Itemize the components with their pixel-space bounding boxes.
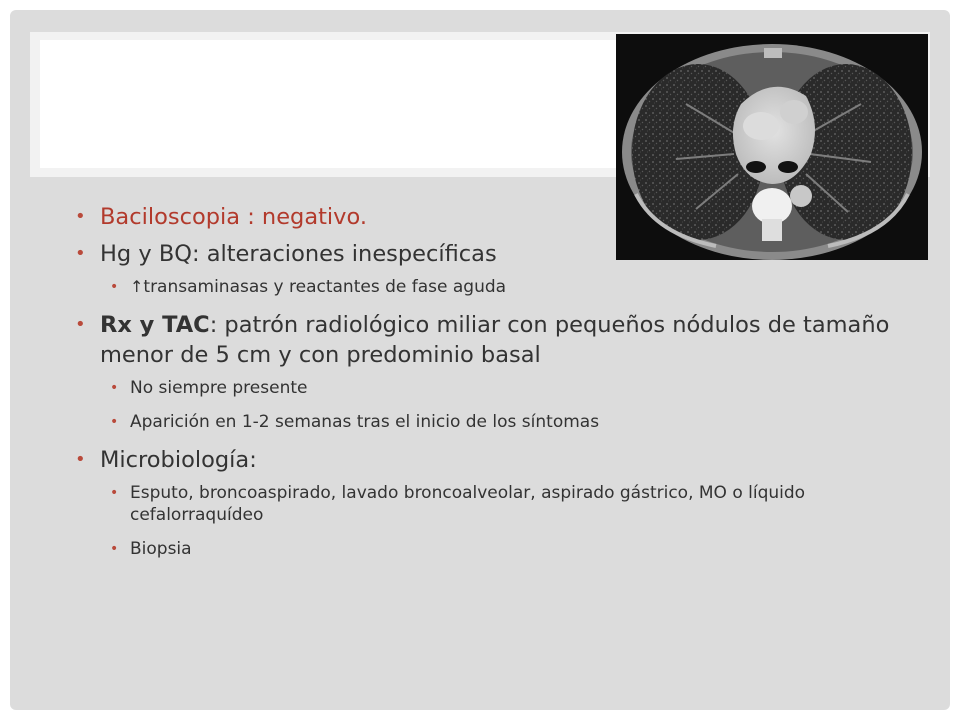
hg-bq-text: Hg y BQ: alteraciones inespecíficas (100, 241, 497, 267)
slide (10, 10, 950, 710)
sub-bullet-esputo (72, 482, 892, 526)
biopsia-text: Biopsia (130, 539, 192, 559)
no-siempre-text: No siempre presente (130, 378, 308, 398)
sub-bullet-biopsia (72, 538, 892, 560)
baciloscopia-text: Baciloscopia : negativo. (100, 204, 368, 230)
arrow-up-icon: ↑ (130, 277, 144, 296)
bullet-hg-bq (72, 239, 892, 269)
sub-bullet-no-siempre (72, 377, 892, 399)
bullet-rx-tac (72, 310, 892, 370)
rx-tac-text: : patrón radiológico miliar con pequeños nódulos de tamaño menor de 5 cm y con predominio basal (100, 312, 890, 368)
sub-bullet-transaminasas (72, 276, 892, 298)
transaminasas-text: transaminasas y reactantes de fase aguda (143, 277, 507, 297)
bullet-baciloscopia (72, 202, 892, 232)
rx-tac-label: Rx y TAC (100, 312, 210, 338)
aparicion-text: Aparición en 1-2 semanas tras el inicio de los síntomas (130, 412, 600, 432)
bullet-list (72, 202, 892, 560)
microbiologia-text: Microbiología: (100, 447, 257, 473)
sub-bullet-aparicion (72, 411, 892, 433)
bullet-microbiologia (72, 445, 892, 475)
esputo-text: Esputo, broncoaspirado, lavado broncoalveolar, aspirado gástrico, MO o líquido cefalorraquídeo (130, 483, 806, 525)
slide-content (72, 202, 892, 572)
